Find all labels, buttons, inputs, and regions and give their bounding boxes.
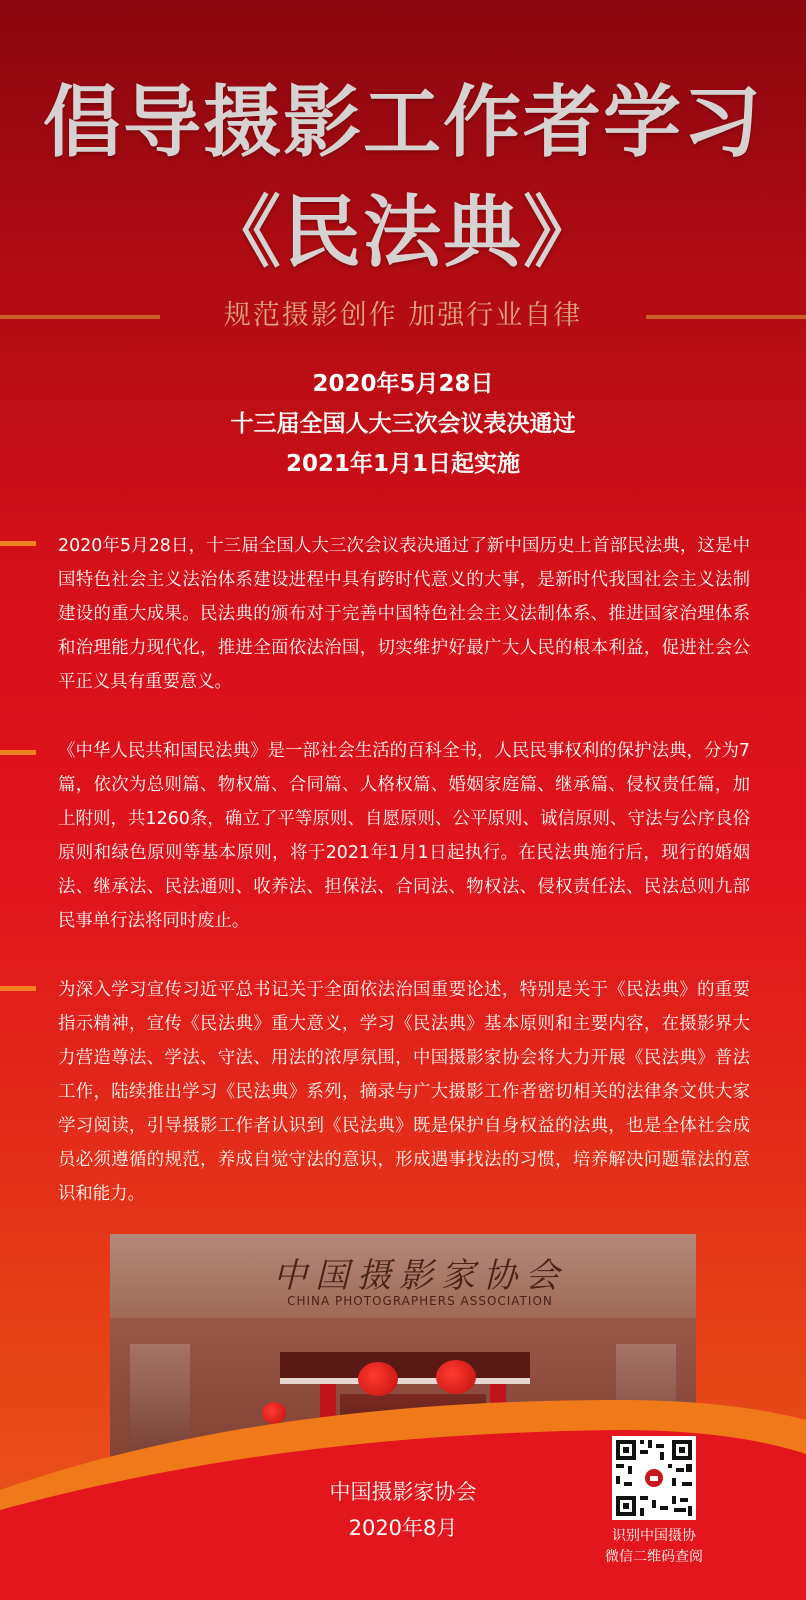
qr-caption-line1: 识别中国摄协	[612, 1528, 696, 1544]
paragraph-marker	[0, 541, 36, 546]
paragraph-marker	[0, 986, 36, 991]
qr-caption-line2: 微信二维码查阅	[605, 1549, 703, 1565]
paragraph-2: 《中华人民共和国民法典》是一部社会生活的百科全书，人民民事权利的保护法典，分为7篇，依次为总则篇、物权篇、合同篇、人格权篇、婚姻家庭篇、继承篇、侵权责任篇，加上附则，共1260条，确立了平等原则、自愿原则、公平原则、诚信原则、守法与公序良俗原则和绿色原则等基本原则，将于2021年1月1日起执行。在民法典施行后，现行的婚姻法、继承法、民法通则、收养法、担保法、合同法、物权法、侵权责任法、民法总则九部民事单行法将同时废止。	[58, 741, 750, 931]
date-line-3: 2021年1月1日起实施	[285, 451, 521, 477]
date-block	[0, 364, 806, 484]
date-line-1: 2020年5月28日	[312, 371, 494, 397]
subtitle-row	[0, 296, 806, 336]
page-title-line1: 倡导摄影工作者学习	[42, 78, 763, 168]
paragraph-1: 2020年5月28日，十三届全国人大三次会议表决通过了新中国历史上首部民法典，这是中国特色社会主义法治体系建设进程中具有跨时代意义的大事，是新时代我国社会主义法制建设的重大成果。民法典的颁布对于完善中国特色社会主义法制体系、推进国家治理体系和治理能力现代化，推进全面依法治国，切实维护好最广大人民的根本利益，促进社会公平正义具有重要意义。	[58, 536, 750, 692]
paragraph-marker	[0, 750, 36, 755]
date-line-2: 十三届全国人大三次会议表决通过	[230, 411, 576, 437]
footer-date: 2020年8月	[348, 1516, 458, 1540]
qr-code-icon[interactable]	[612, 1436, 696, 1520]
paragraph-3: 为深入学习宣传习近平总书记关于全面依法治国重要论述，特别是关于《民法典》的重要指示精神，宣传《民法典》重大意义，学习《民法典》基本原则和主要内容，在摄影界大力营造尊法、学法、守法、用法的浓厚氛围，中国摄影家协会将大力开展《民法典》普法工作，陆续推出学习《民法典》系列，摘录与广大摄影工作者密切相关的法律条文供大家学习阅读，引导摄影工作者认识到《民法典》既是保护自身权益的法典，也是全体社会成员必须遵循的规范，养成自觉守法的意识，形成遇事找法的习惯，培养解决问题靠法的意识和能力。	[58, 980, 750, 1204]
footer-org: 中国摄影家协会	[329, 1480, 477, 1504]
footer-signature	[300, 1474, 506, 1546]
qr-caption	[584, 1526, 724, 1568]
photo-sign-chinese: 中国摄影家协会	[273, 1256, 567, 1296]
subtitle: 规范摄影创作 加强行业自律	[223, 300, 583, 331]
page-title-line2: 《民法典》	[202, 188, 603, 278]
divider-right	[646, 315, 806, 319]
photo-sign-english: CHINA PHOTOGRAPHERS ASSOCIATION	[287, 1294, 553, 1308]
